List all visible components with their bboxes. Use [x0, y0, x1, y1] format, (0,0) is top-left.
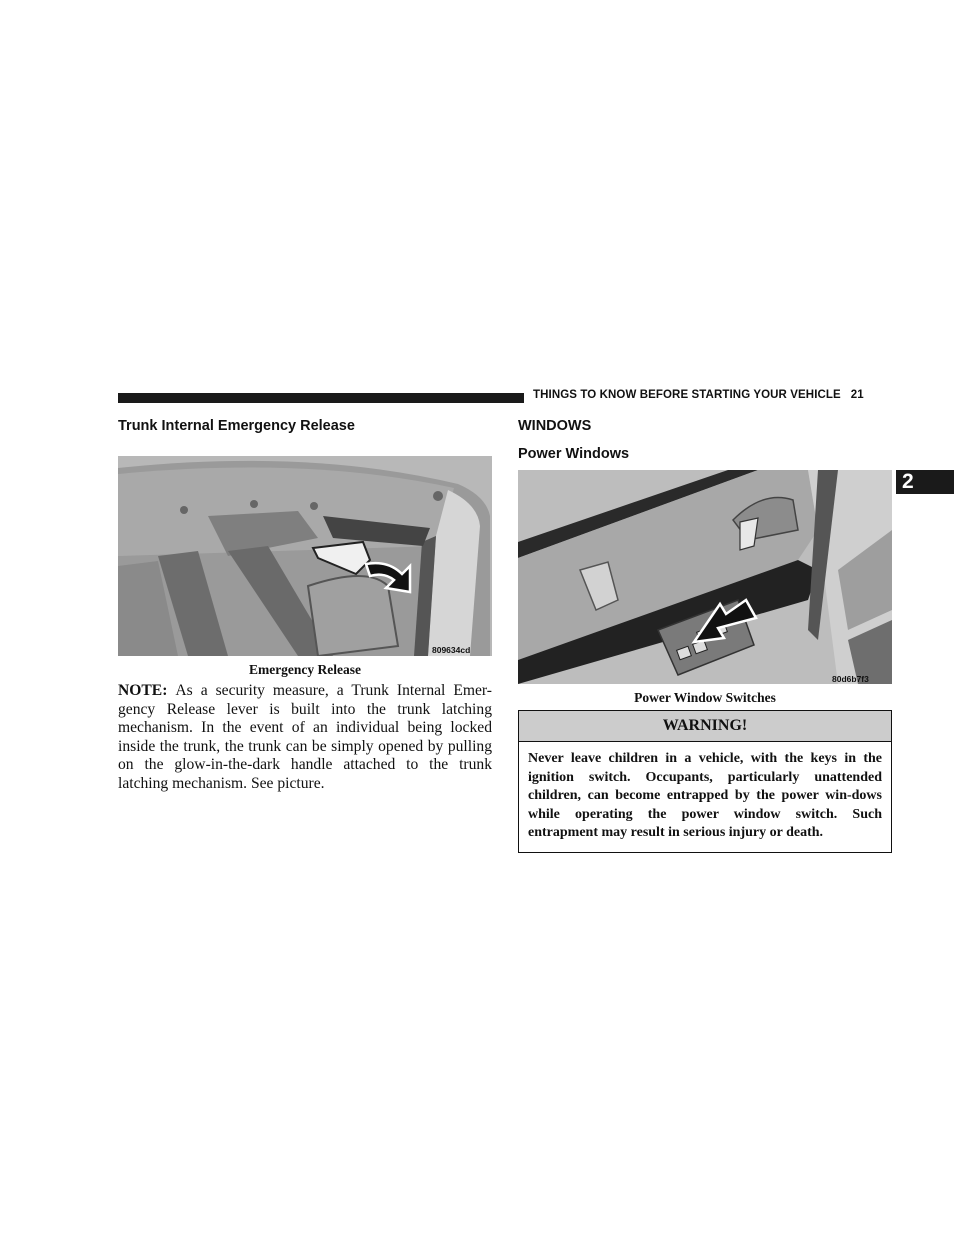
running-header: [533, 389, 864, 401]
note-label: NOTE:: [118, 682, 168, 699]
emergency-release-photo: [118, 456, 492, 656]
windows-heading: WINDOWS: [518, 418, 592, 434]
power-window-caption: Power Window Switches: [634, 690, 776, 705]
emergency-release-photo-code: 809634cd: [432, 645, 471, 655]
power-windows-heading: Power Windows: [518, 446, 630, 462]
power-window-switches-photo: [518, 470, 892, 684]
power-window-photo-code: 80d6b7f3: [832, 674, 869, 684]
header-rule: [118, 393, 524, 403]
note-text: As a security measure, a Trunk Internal Emer-gency Release lever is built into the trunk latching mechanism. In the event of an individual being locked inside the trunk, the trunk can be simply opened by pulling on the glow-in-the-dark handle attached to the trunk latching mechanism. See picture.: [118, 682, 492, 792]
chapter-tab[interactable]: 2: [896, 470, 954, 494]
warning-text: Never leave children in a vehicle, with the keys in the ignition switch. Occupants, particularly unattended children, can become entrapped by the power win-dows while operating the power window switch. Such entrapment may result in serious injury or death.: [528, 751, 882, 841]
warning-box: [518, 710, 892, 853]
page-number: 21: [850, 389, 864, 401]
running-title: THINGS TO KNOW BEFORE STARTING YOUR VEHICLE: [533, 389, 841, 401]
warning-title: WARNING!: [519, 711, 891, 742]
trunk-release-heading: Trunk Internal Emergency Release: [118, 418, 355, 434]
security-note: [118, 682, 492, 794]
emergency-release-caption: Emergency Release: [248, 662, 362, 677]
